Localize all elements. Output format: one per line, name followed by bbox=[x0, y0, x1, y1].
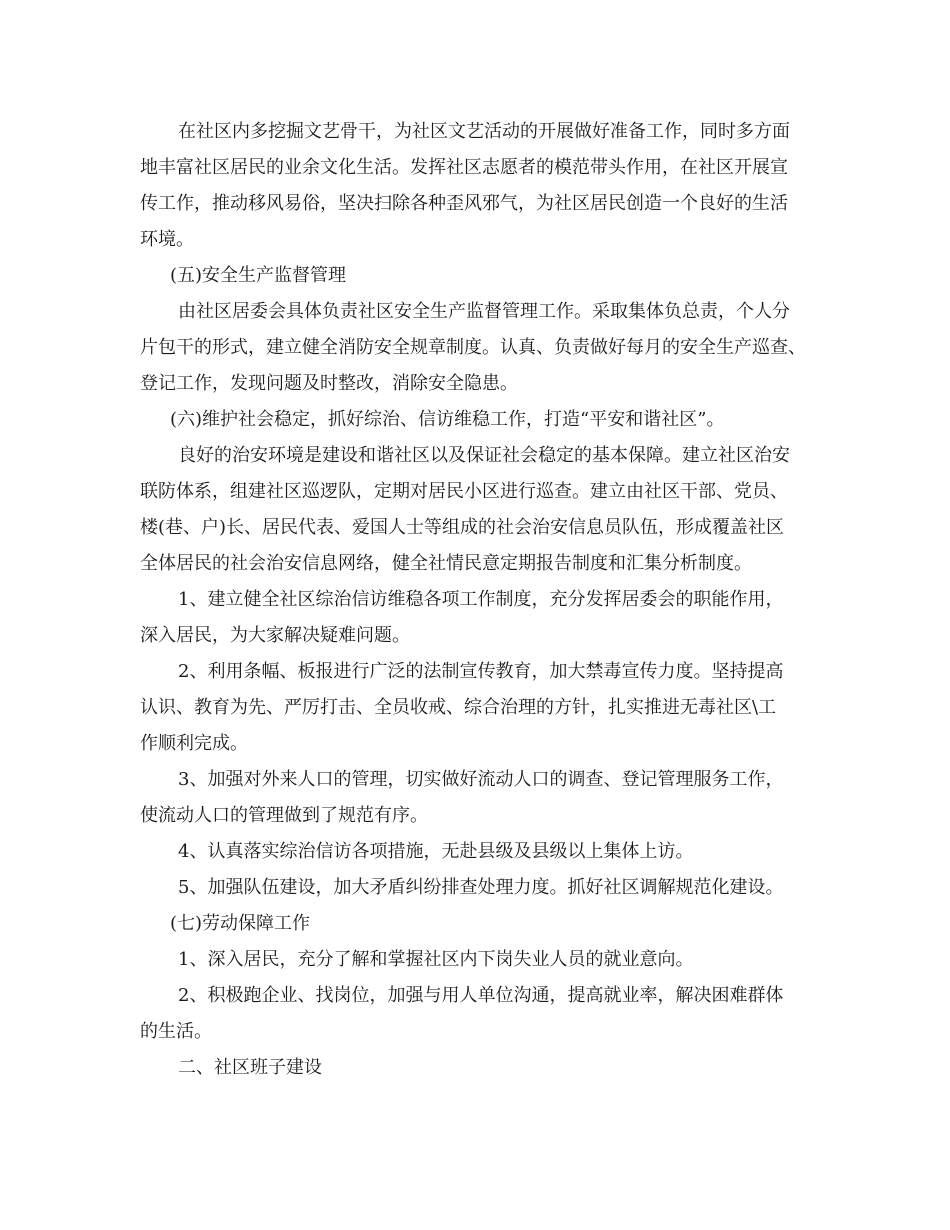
list-item-line: 4、认真落实综治信访各项措施，无赴县级及县级以上集体上访。 bbox=[178, 841, 694, 862]
list-item-line: 3、加强对外来人口的管理，切实做好流动人口的调查、登记管理服务工作， bbox=[178, 769, 784, 790]
list-item-line: 2、利用条幅、板报进行广泛的法制宣传教育，加大禁毒宣传力度。坚持提高 bbox=[178, 661, 784, 682]
text-line: 片包干的形式，建立健全消防安全规章制度。认真、负责做好每月的安全生产巡查、 bbox=[140, 337, 806, 358]
section-heading: 二、社区班子建设 bbox=[178, 1057, 322, 1078]
text-line: 传工作，推动移风易俗，坚决扫除各种歪风邪气，为社区居民创造一个良好的生活 bbox=[140, 193, 788, 214]
text-line: 由社区居委会具体负责社区安全生产监督管理工作。采取集体负总责，个人分 bbox=[178, 301, 790, 322]
section-heading: (六)维护社会稳定，抓好综治、信访维稳工作，打造“平安和谐社区”。 bbox=[170, 409, 725, 430]
list-item-line: 5、加强队伍建设，加大矛盾纠纷排查处理力度。抓好社区调解规范化建设。 bbox=[178, 877, 784, 898]
text-line: 良好的治安环境是建设和谐社区以及保证社会稳定的基本保障。建立社区治安 bbox=[178, 445, 790, 466]
text-line: 全体居民的社会治安信息网络，健全社情民意定期报告制度和汇集分析制度。 bbox=[140, 553, 752, 574]
section-heading: (七)劳动保障工作 bbox=[170, 913, 311, 934]
text-line: 楼(巷、户)长、居民代表、爱国人士等组成的社会治安信息员队伍，形成覆盖社区 bbox=[140, 517, 785, 538]
section-heading: (五)安全生产监督管理 bbox=[170, 265, 347, 286]
list-item-line: 1、建立健全社区综治信访维稳各项工作制度，充分发挥居委会的职能作用， bbox=[178, 589, 784, 610]
text-line: 深入居民，为大家解决疑难问题。 bbox=[140, 625, 410, 646]
text-line: 在社区内多挖掘文艺骨干，为社区文艺活动的开展做好准备工作，同时多方面 bbox=[178, 121, 790, 142]
text-line: 联防体系，组建社区巡逻队，定期对居民小区进行巡查。建立由社区干部、党员、 bbox=[140, 481, 788, 502]
text-line: 的生活。 bbox=[140, 1021, 212, 1042]
text-line: 认识、教育为先、严厉打击、全员收戒、综合治理的方针，扎实推进无毒社区\工 bbox=[140, 697, 777, 718]
text-line: 地丰富社区居民的业余文化生活。发挥社区志愿者的模范带头作用，在社区开展宣 bbox=[140, 157, 788, 178]
text-line: 使流动人口的管理做到了规范有序。 bbox=[140, 805, 428, 826]
list-item-line: 2、积极跑企业、找岗位，加强与用人单位沟通，提高就业率，解决困难群体 bbox=[178, 985, 784, 1006]
list-item-line: 1、深入居民，充分了解和掌握社区内下岗失业人员的就业意向。 bbox=[178, 949, 694, 970]
text-line: 作顺利完成。 bbox=[140, 733, 248, 754]
text-line: 环境。 bbox=[140, 229, 194, 250]
text-line: 登记工作，发现问题及时整改，消除安全隐患。 bbox=[140, 373, 518, 394]
